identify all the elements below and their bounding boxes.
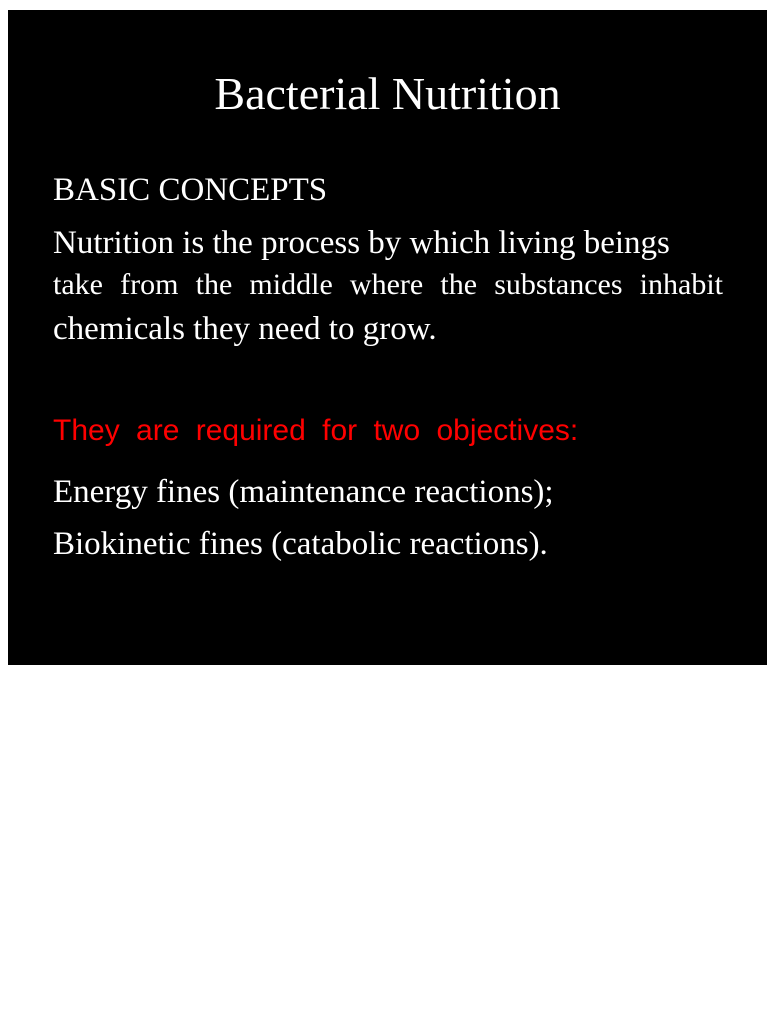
section-heading: BASIC CONCEPTS: [53, 172, 328, 208]
paragraph-line-3: chemicals they need to grow.: [53, 311, 437, 347]
objectives-highlight: They are required for two objectives:: [53, 414, 579, 447]
slide-title: [8, 68, 767, 120]
paragraph-line-1: Nutrition is the process by which living beings: [53, 225, 670, 261]
slide-title-text: Bacterial Nutrition: [214, 68, 561, 119]
definition-paragraph: [53, 223, 723, 351]
slide: [8, 10, 767, 665]
objectives-list: [53, 466, 554, 570]
objective-item-biokinetic: Biokinetic fines (catabolic reactions).: [53, 526, 548, 562]
paragraph-line-2: take from the middle where the substances inhabit: [53, 268, 723, 301]
objective-item-energy: Energy fines (maintenance reactions);: [53, 474, 554, 510]
